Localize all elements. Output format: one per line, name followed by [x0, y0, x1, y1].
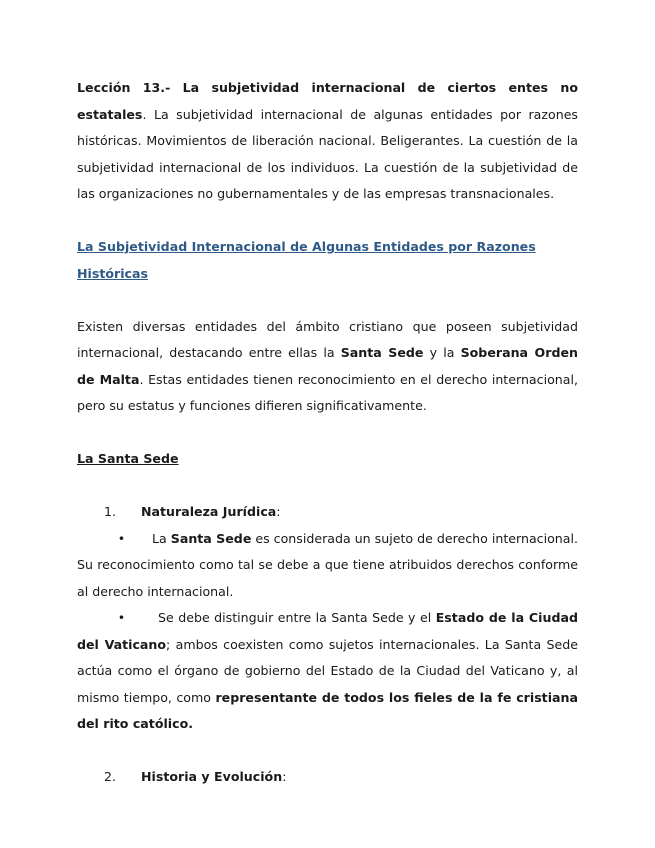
- bold-term: Santa Sede: [170, 530, 252, 546]
- text-run: . Estas entidades tienen reconocimiento en el derecho internacional, pero su estatus y funciones difieren significativamente.: [77, 371, 578, 413]
- text-run: Existen diversas entidades del ámbito cristiano que poseen subjetividad internacional, destacando entre ellas la: [77, 318, 578, 360]
- bold-term: Soberana Orden de Malta: [77, 345, 578, 387]
- lesson-title: Lección 13.- La subjetividad internacional de ciertos entes no estatales: [77, 80, 578, 122]
- text-run: ; ambos coexisten como sujetos internacionales. La Santa Sede actúa como el órgano de gobierno del Estado de la Ciudad del Vaticano y, al mismo tiempo, como: [77, 636, 578, 705]
- text-run: es considerada un sujeto de derecho internacional. Su reconocimiento como tal se debe a que tiene atribuidos derechos conforme al derecho internacional.: [77, 530, 579, 599]
- document-page: [77, 75, 578, 791]
- lesson-intro: [77, 75, 578, 208]
- lesson-summary: . La subjetividad internacional de algunas entidades por razones históricas. Movimientos de liberación nacional. Beligerantes. La cuestión de la subjetividad internacional de los individuos. La cuestión de la subjetividad de las organizaciones no gubernamentales y de las empresas transnacionales.: [77, 106, 578, 201]
- section-heading-santa-sede: La Santa Sede: [77, 451, 179, 466]
- bold-term: Santa Sede: [340, 345, 424, 360]
- section-heading-historical-entities[interactable]: La Subjetividad Internacional de Algunas Entidades por Razones Históricas: [77, 239, 536, 281]
- numbered-item: [77, 764, 578, 791]
- numbered-item: [77, 499, 578, 526]
- item-label: Historia y Evolución: [141, 769, 283, 784]
- text-run: y la: [423, 345, 461, 360]
- item-colon: :: [276, 504, 281, 519]
- item-label: Naturaleza Jurídica: [141, 504, 277, 519]
- text-run: Se debe distinguir entre la Santa Sede y el: [158, 610, 436, 625]
- bullet-paragraph: [77, 526, 578, 606]
- bullet-paragraph: [77, 605, 578, 738]
- item-number: 1.: [104, 504, 117, 519]
- bullet-icon: •: [117, 530, 126, 546]
- section-paragraph: [77, 314, 578, 420]
- item-number: 2.: [104, 769, 117, 784]
- item-colon: :: [282, 769, 287, 784]
- bullet-icon: •: [117, 610, 126, 625]
- bold-term: Estado de la Ciudad del Vaticano: [77, 610, 578, 652]
- bold-term: representante de todos los fieles de la fe cristiana del rito católico.: [77, 689, 578, 731]
- text-run: La: [152, 530, 171, 546]
